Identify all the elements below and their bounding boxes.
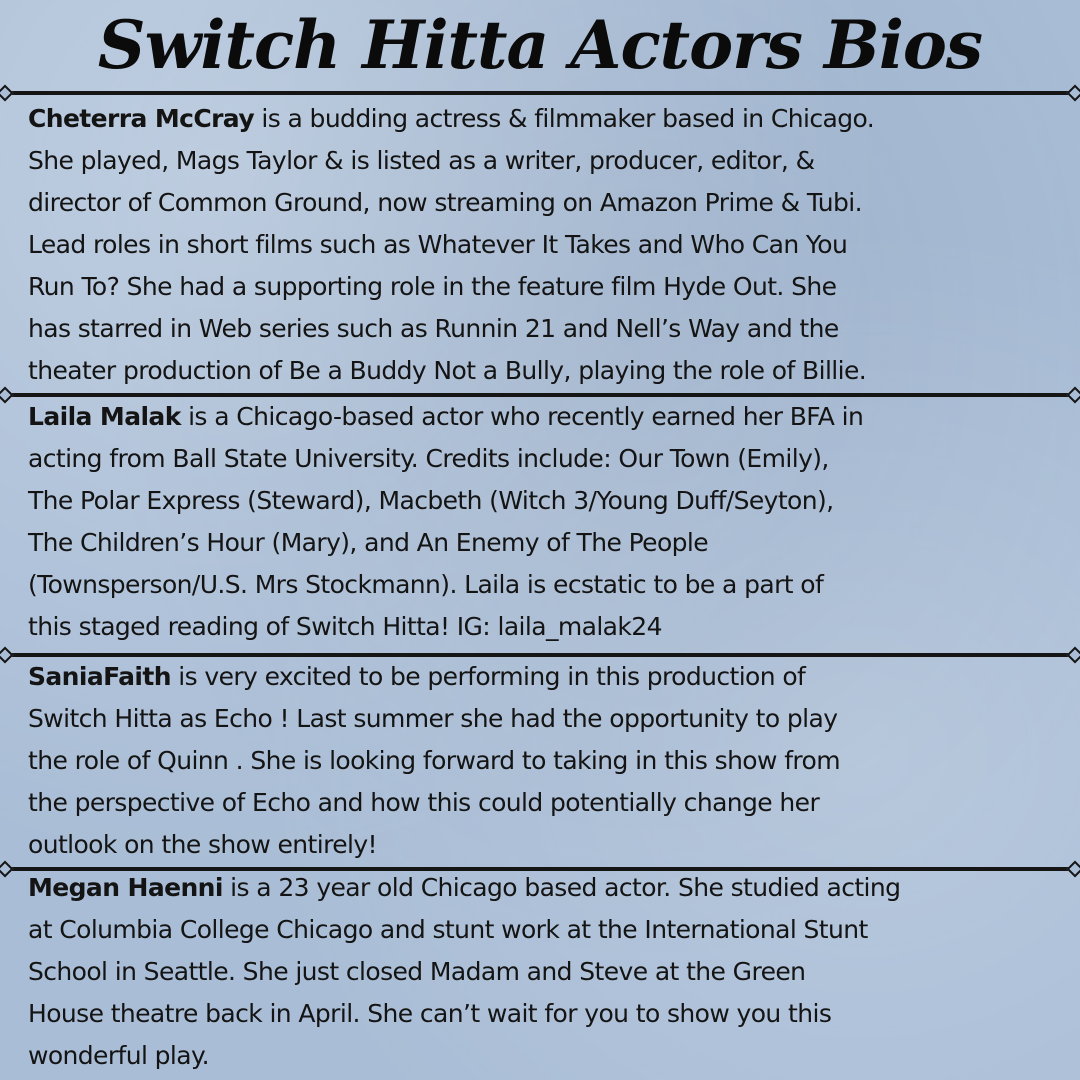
bio-line: House theatre back in April. She can’t wait for you to show you this xyxy=(28,999,832,1028)
bio-line: outlook on the show entirely! xyxy=(28,830,377,859)
bio-line: at Columbia College Chicago and stunt work at the International Stunt xyxy=(28,915,868,944)
bio-line: She played, Mags Taylor & is listed as a writer, producer, editor, & xyxy=(28,146,815,175)
bio-line: director of Common Ground, now streaming on Amazon Prime & Tubi. xyxy=(28,188,862,217)
bio-line: School in Seattle. She just closed Madam and Steve at the Green xyxy=(28,957,806,986)
divider-top xyxy=(8,91,1072,95)
divider-diamond-left xyxy=(0,387,13,404)
bio-first-line: SaniaFaith is very excited to be performing in this production of xyxy=(28,662,806,691)
divider-diamond-left xyxy=(0,861,13,878)
bio-line: Lead roles in short films such as Whatever It Takes and Who Can You xyxy=(28,230,848,259)
actor-name: Cheterra McCray xyxy=(28,104,255,133)
bio-line: The Polar Express (Steward), Macbeth (Witch 3/Young Duff/Seyton), xyxy=(28,486,834,515)
page-title: Switch Hitta Actors Bios xyxy=(97,6,983,84)
bio-line: has starred in Web series such as Runnin 21 and Nell’s Way and the xyxy=(28,314,839,343)
bio-laila-malak xyxy=(28,396,1070,648)
bio-line: theater production of Be a Buddy Not a Bully, playing the role of Billie. xyxy=(28,356,867,385)
actor-name: Megan Haenni xyxy=(28,873,223,902)
bio-line: the perspective of Echo and how this could potentially change her xyxy=(28,788,820,817)
bio-saniafaith xyxy=(28,656,1070,866)
bio-line: acting from Ball State University. Credits include: Our Town (Emily), xyxy=(28,444,829,473)
bio-cheterra-mccray xyxy=(28,98,1070,392)
bio-first-line: Cheterra McCray is a budding actress & filmmaker based in Chicago. xyxy=(28,104,875,133)
bio-megan-haenni xyxy=(28,867,1070,1077)
bio-first-line: Megan Haenni is a 23 year old Chicago based actor. She studied acting xyxy=(28,873,901,902)
actor-name: Laila Malak xyxy=(28,402,181,431)
bio-line: wonderful play. xyxy=(28,1041,209,1070)
bio-line: Run To? She had a supporting role in the feature film Hyde Out. She xyxy=(28,272,837,301)
actor-name: SaniaFaith xyxy=(28,662,171,691)
bio-line: (Townsperson/U.S. Mrs Stockmann). Laila is ecstatic to be a part of xyxy=(28,570,824,599)
bio-line: Switch Hitta as Echo ! Last summer she had the opportunity to play xyxy=(28,704,838,733)
bio-line: The Children’s Hour (Mary), and An Enemy of The People xyxy=(28,528,709,557)
bio-first-line: Laila Malak is a Chicago-based actor who recently earned her BFA in xyxy=(28,402,864,431)
bio-line: this staged reading of Switch Hitta! IG: laila_malak24 xyxy=(28,612,662,641)
bio-line: the role of Quinn . She is looking forward to taking in this show from xyxy=(28,746,840,775)
divider-diamond-left xyxy=(0,647,13,664)
